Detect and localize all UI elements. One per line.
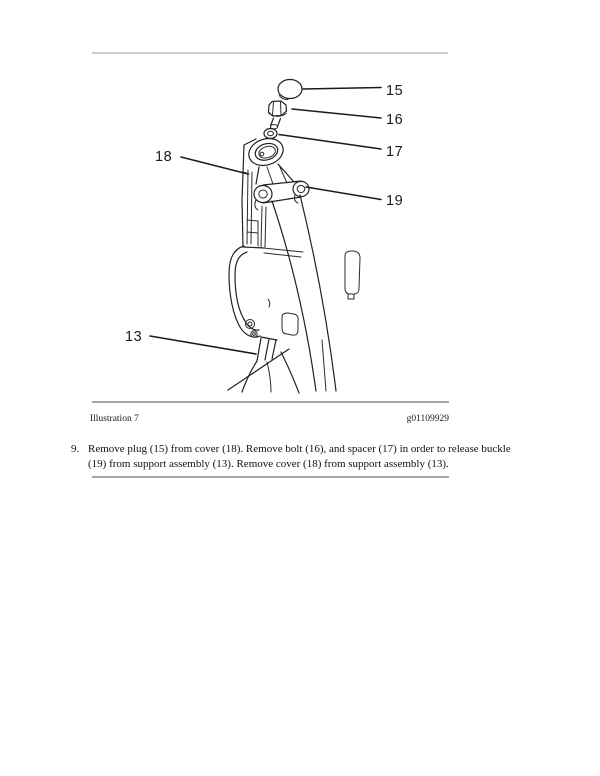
frame-tab-drawing	[345, 251, 360, 299]
illustration-linework	[228, 80, 360, 394]
bolt-drawing	[269, 101, 287, 129]
leader-line-19	[306, 187, 381, 200]
buckle-arm-drawing	[256, 164, 294, 184]
leader-line-17	[279, 135, 381, 150]
seat-belt-buckle-assembly-illustration	[90, 55, 460, 405]
leader-line-15	[303, 88, 381, 90]
callout-label-18: 18	[155, 149, 173, 165]
callout-label-17: 17	[386, 144, 404, 160]
leader-line-16	[292, 109, 381, 118]
callout-label-19: 19	[386, 193, 404, 209]
step-text-line-2: (19) from support assembly (13). Remove cover (18) from support assembly (13).	[88, 458, 449, 470]
callout-label-15: 15	[386, 83, 404, 99]
bottom-divider-line	[92, 476, 449, 478]
step-text-line-1: Remove plug (15) from cover (18). Remove bolt (16), and spacer (17) in order to release buckle	[88, 443, 511, 455]
step-number: 9.	[71, 443, 80, 455]
figure-caption	[90, 414, 449, 425]
procedure-step-9	[71, 442, 549, 472]
top-divider-line	[92, 52, 448, 54]
belt-strap-drawing	[272, 195, 336, 391]
spacer-drawing	[264, 129, 277, 139]
caption-graphic-id: g01109929	[406, 414, 449, 424]
callout-labels	[125, 83, 403, 345]
caption-divider-line	[92, 401, 449, 403]
step-text	[88, 442, 511, 472]
leader-line-18	[181, 157, 248, 174]
callout-label-16: 16	[386, 112, 404, 128]
leader-line-13	[150, 336, 256, 354]
caption-illustration-number: Illustration 7	[90, 414, 139, 424]
cover-drawing	[242, 134, 287, 248]
plug-drawing	[278, 80, 302, 100]
callout-label-13: 13	[125, 329, 143, 345]
